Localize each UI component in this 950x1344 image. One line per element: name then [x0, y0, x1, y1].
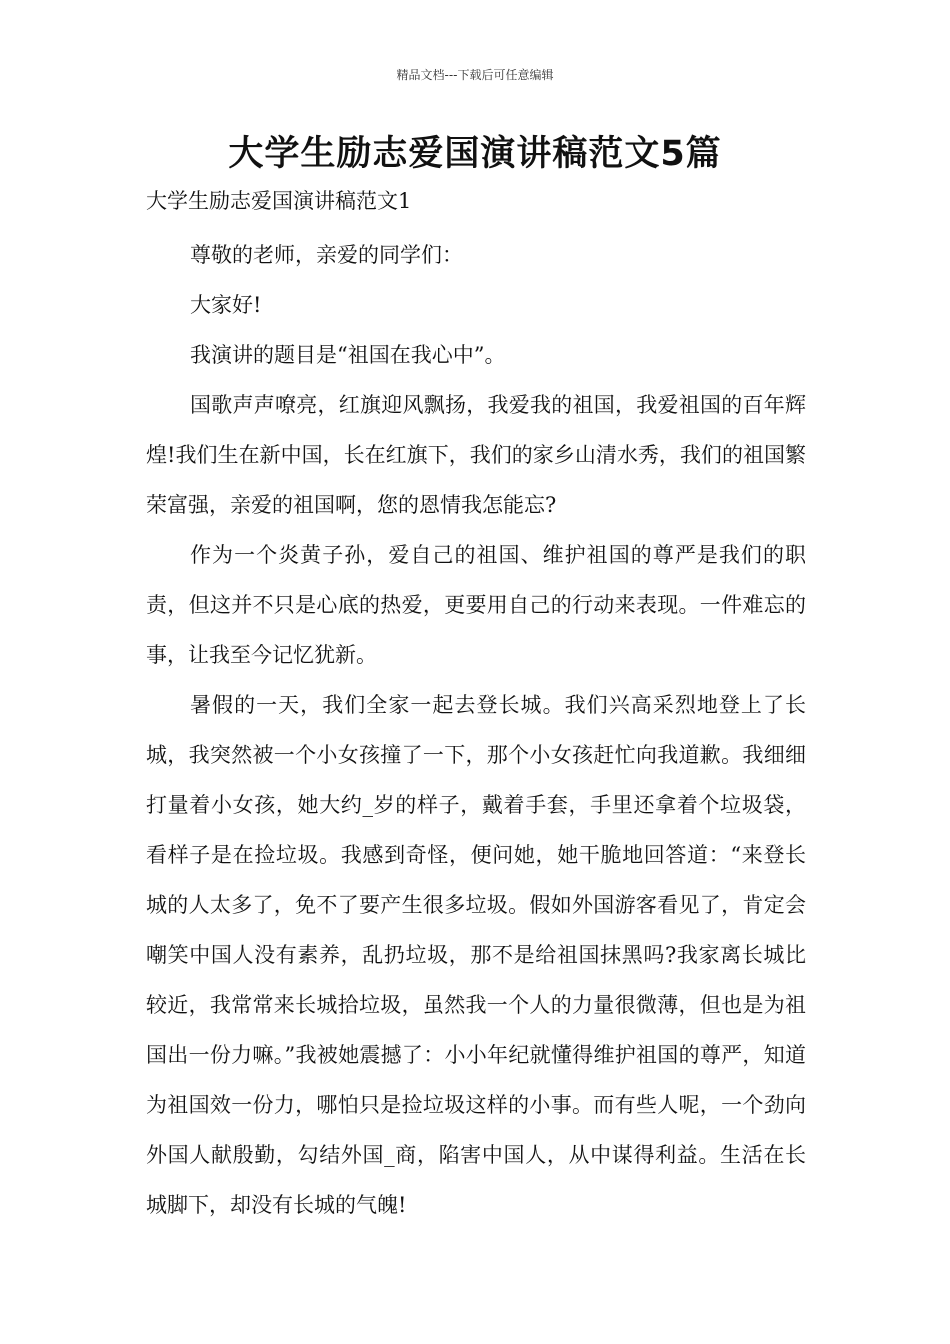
- paragraph: 暑假的一天，我们全家一起去登长城。我们兴高采烈地登上了长城，我突然被一个小女孩撞了一下，那个小女孩赶忙向我道歉。我细细打量着小女孩，她大约_岁的样子，戴着手套，手里还拿着个垃圾袋，看样子是在捡垃圾。我感到奇怪，便问她，她干脆地回答道：“来登长城的人太多了，免不了要产生很多垃圾。假如外国游客看见了，肯定会嘲笑中国人没有素养，乱扔垃圾，那不是给祖国抹黑吗?我家离长城比较近，我常常来长城拾垃圾，虽然我一个人的力量很微薄，但也是为祖国出一份力嘛。”我被她震撼了：小小年纪就懂得维护祖国的尊严，知道为祖国效一份力，哪怕只是捡垃圾这样的小事。而有些人呢，一个劲向外国人献殷勤，勾结外国_商，陷害中国人，从中谋得利益。生活在长城脚下，却没有长城的气魄!: [146, 693, 806, 1217]
- section-heading: 大学生励志爱国演讲稿范文1: [146, 189, 412, 213]
- body-text: [146, 230, 806, 1230]
- paragraph: 大家好!: [190, 293, 262, 317]
- paragraph: 尊敬的老师，亲爱的同学们：: [190, 243, 463, 267]
- paragraph: 作为一个炎黄子孙，爱自己的祖国、维护祖国的尊严是我们的职责，但这并不只是心底的热爱，更要用自己的行动来表现。一件难忘的事，让我至今记忆犹新。: [146, 543, 806, 667]
- document-title: 大学生励志爱国演讲稿范文5篇: [228, 134, 722, 174]
- paragraph: 我演讲的题目是“祖国在我心中”。: [190, 343, 506, 367]
- header-note: 精品文档---下载后可任意编辑: [396, 68, 554, 82]
- paragraph: 国歌声声嘹亮，红旗迎风飘扬，我爱我的祖国，我爱祖国的百年辉煌!我们生在新中国，长在红旗下，我们的家乡山清水秀，我们的祖国繁荣富强，亲爱的祖国啊，您的恩情我怎能忘?: [146, 393, 806, 517]
